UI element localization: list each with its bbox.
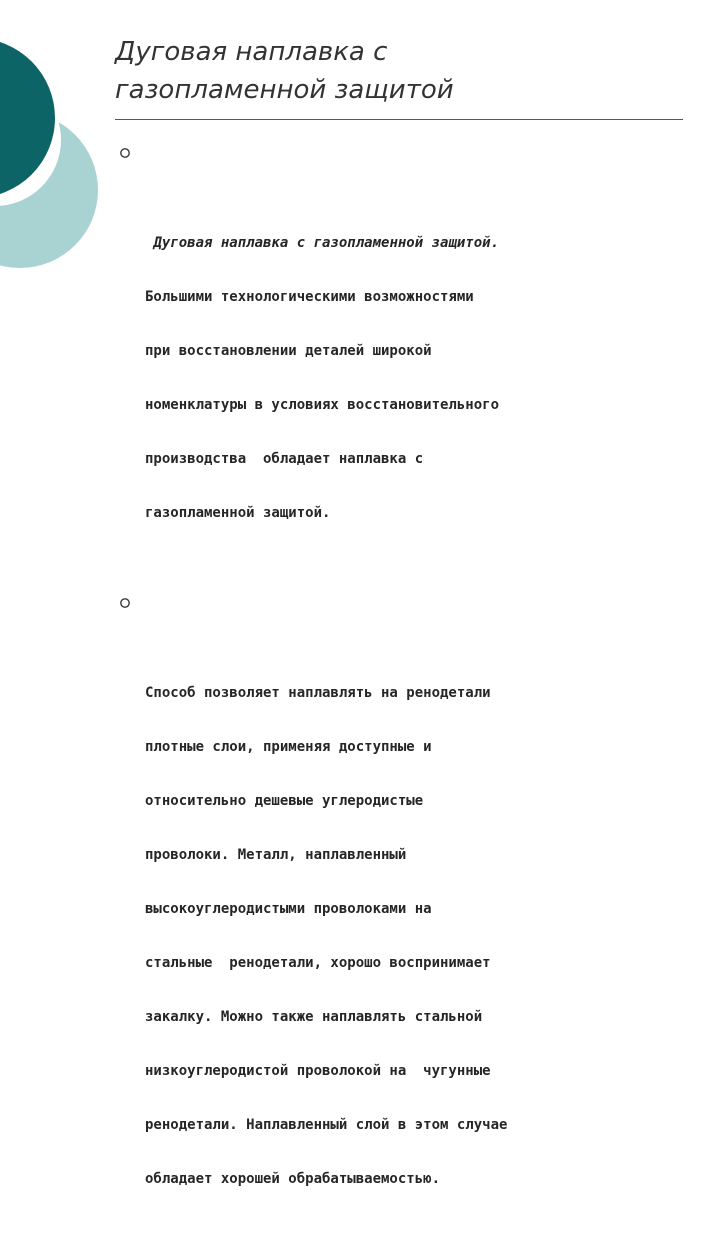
bullet-line: при восстановлении деталей широкой: [145, 343, 432, 359]
bullet-line: высокоуглеродистыми проволоками на: [145, 901, 432, 917]
bullet-line: стальные ренодетали, хорошо воспринимает: [145, 955, 491, 971]
bullet-line: обладает хорошей обрабатываемостью.: [145, 1171, 441, 1187]
bullet-item: [115, 594, 705, 1260]
slide-title: [115, 33, 675, 109]
bullet-line: проволоки. Металл, наплавленный: [145, 847, 407, 863]
bullet-line: Большими технологическими возможностями: [145, 289, 474, 305]
bullet-text: [145, 648, 705, 1224]
title-divider: [115, 119, 683, 120]
ring-bullet-icon: [117, 145, 133, 161]
bullet-line: Способ позволяет наплавлять на ренодетали: [145, 685, 491, 701]
bullet-line: Дуговая наплавка с газопламенной защитой.: [145, 235, 500, 251]
bullet-line: низкоуглеродистой проволокой на чугунные: [145, 1063, 491, 1079]
bullet-line: закалку. Можно также наплавлять стальной: [145, 1009, 483, 1025]
decorative-circles: [0, 0, 120, 300]
bullet-line: относительно дешевые углеродистые: [145, 793, 424, 809]
bullet-line: производства обладает наплавка с: [145, 451, 424, 467]
bullet-item: [115, 144, 705, 594]
slide-body: [115, 144, 705, 1260]
slide-title-line: Дуговая наплавка с: [115, 37, 388, 67]
bullet-line: номенклатуры в условиях восстановительного: [145, 397, 500, 413]
bullet-text: [145, 198, 705, 558]
ring-bullet-icon: [117, 595, 133, 611]
bullet-line: газопламенной защитой.: [145, 505, 331, 521]
slide-title-line: газопламенной защитой: [115, 75, 454, 105]
bullet-line: ренодетали. Наплавленный слой в этом случае: [145, 1117, 508, 1133]
bullet-line: плотные слои, применяя доступные и: [145, 739, 432, 755]
